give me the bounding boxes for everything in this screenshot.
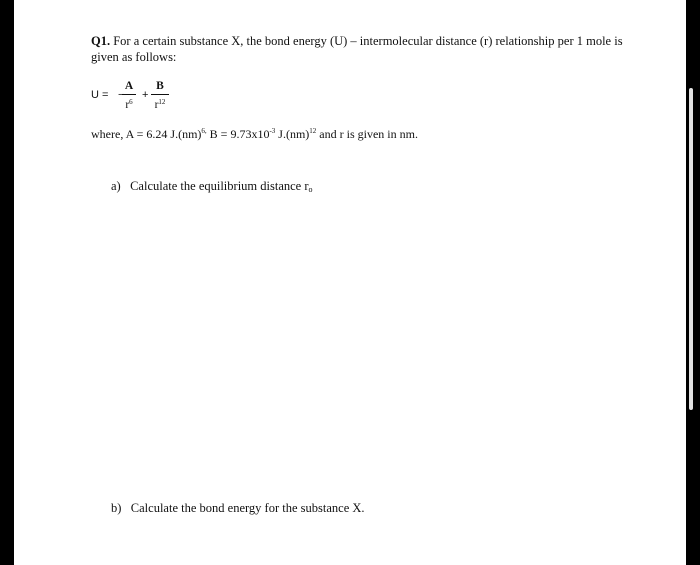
part-b xyxy=(111,501,365,516)
term2-fraction-bar xyxy=(151,94,169,95)
part-a xyxy=(111,179,313,194)
question-label: Q1. xyxy=(91,34,111,48)
part-a-subscript: o xyxy=(308,185,313,194)
vertical-scrollbar[interactable] xyxy=(689,88,693,410)
part-a-label: a) xyxy=(111,179,121,193)
formula-minus: − xyxy=(118,89,125,101)
term1-denominator: $r^6$ xyxy=(125,98,133,111)
question-text xyxy=(91,33,631,65)
formula-plus: + xyxy=(142,89,149,101)
part-b-label: b) xyxy=(111,501,122,515)
formula-term2 xyxy=(151,80,169,111)
question-body: For a certain substance X, the bond energy (U) – intermolecular distance (r) relationship per 1 mole is given as follows: xyxy=(91,34,623,64)
part-b-text: Calculate the bond energy for the substance X. xyxy=(130,501,365,515)
bond-energy-formula xyxy=(91,80,291,112)
term2-numerator: B xyxy=(156,80,164,92)
term2-denominator: $r^{12}$ xyxy=(154,98,166,111)
formula-lhs: U = xyxy=(91,89,109,101)
formula-term1 xyxy=(122,80,136,111)
constants-line: where, A = 6.24 J.(nm)$^{6,}$ $B = 9.73x10^{-3}$ J.(nm)$^{12}$ and r is given in nm. xyxy=(91,127,418,141)
term1-fraction-bar xyxy=(122,94,136,95)
term1-numerator: A xyxy=(124,80,134,92)
part-a-text: Calculate the equilibrium distance r xyxy=(130,179,309,193)
